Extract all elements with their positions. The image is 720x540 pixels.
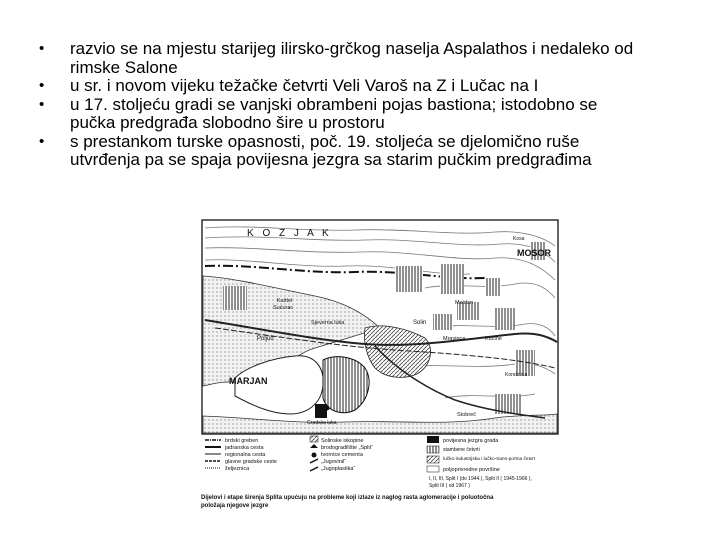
bullet-line: utvrđenja pa se spaja povijesna jezgra sa starim pučkim predgrađima [70,150,592,169]
legend-label: Split III ( od 1967 ) [429,483,470,489]
legend-col-industry [310,436,373,472]
legend-label: povijesna jezgra grada [443,438,499,444]
legend-col-lines [205,438,277,472]
map-label: Kučine [485,336,502,342]
split-map-figure [195,218,567,540]
bullet-list [30,40,695,170]
legend-label: jadranska cesta [225,445,264,451]
historic-core-block [315,404,327,418]
map-label: Kaštel [277,298,293,304]
bullet-line: pučka predgrađa slobodno šire u prostoru [70,113,385,132]
bullet-line: u sr. i novom vijeku težačke četvrti Veli Varoš na Z i Lučac na I [70,76,539,95]
map-label: MARJAN [229,376,268,386]
legend-label: „Jugovinil“ [321,459,347,465]
landmark-dot [325,406,330,411]
map-caption: Dijelovi i etape širenja Splita upućuju na probleme koji izlaze iz naglog rasta aglomeracije i poluotočna [201,495,494,501]
map-caption: položaja njegove jezgre [201,503,269,509]
bullet-item [30,96,695,133]
bullet-dot-icon: • [39,77,45,94]
legend [205,436,536,489]
map-label: Poljud [257,336,274,342]
map-label: Mravince [443,336,466,342]
bullet-dot-icon: • [39,132,45,150]
bullet-item [30,133,695,170]
map-label: Sjeverna luka [311,320,345,326]
legend-label: glavne gradske ceste [225,459,277,465]
map-label: Stobreč [457,412,476,418]
map-label: Solin [413,320,427,326]
legend-label: stambene četvrti [443,447,480,453]
map-label: Sućurac [273,305,294,311]
map-label: Kosa [513,236,525,242]
bullet-dot-icon: • [39,40,45,57]
legend-label: Solinske iskopine [321,438,364,444]
legend-label: željeznica [225,466,250,472]
legend-label: tvornice cementa [321,452,363,458]
legend-label: regionalna cesta [225,452,266,458]
legend-label: brodogradilište „Split“ [321,445,373,451]
legend-label: I, II, III, Split I (do 1944.), Split II ( 1945-1966 ), [429,476,532,482]
bullet-line: razvio se na mjestu starijeg ilirsko-grčkog naselja Aspalathos i nedaleko od [70,39,634,58]
legend-label: lučko-industrijska i lučko-trans-portna četvrt [443,457,536,462]
map-label: Gradska luka [307,420,337,426]
map-label: MOSOR [517,248,552,258]
legend-label: „Jugoplastika“ [321,466,356,472]
split-map-svg [195,218,567,540]
bullet-line: u 17. stoljeću gradi se vanjski obrambeni pojas bastiona; istodobno se [70,94,598,114]
bullet-item [30,77,695,96]
bullet-dot-icon: • [39,95,45,113]
legend-label: poljoprivredne površine [443,467,500,473]
bullet-line: rimske Salone [70,57,178,77]
legend-label: brdski greben [225,438,259,444]
legend-col-areas [427,436,536,489]
map-label: Korešnica [505,372,528,378]
bullet-line: s prestankom turske opasnosti, poč. 19. stoljeća se djelomično ruše [70,131,580,151]
map-label: Majdan [455,300,474,306]
map-label: K O Z J A K [247,228,332,239]
bullet-item [30,40,695,77]
